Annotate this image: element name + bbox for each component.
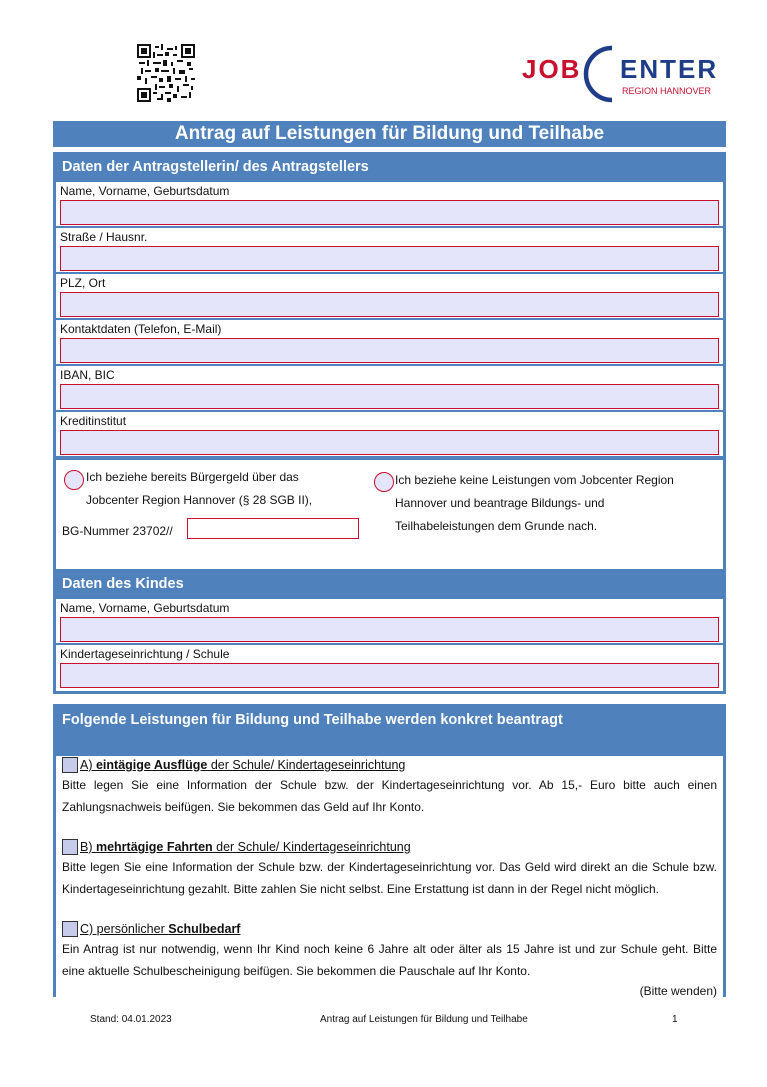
benefit-desc-a: Bitte legen Sie eine Information der Schule bzw. der Kindertageseinrichtung vor. Ab 15,- Euro bitte auch einen Zahlungsnachweis beifügen. Sie bekommen das Geld auf Ihr Konto. xyxy=(62,778,717,814)
qr-code xyxy=(137,44,195,102)
turn-page-note: (Bitte wenden) xyxy=(639,984,717,998)
radio-no-benefits[interactable] xyxy=(374,472,394,492)
checkbox-c[interactable] xyxy=(62,921,78,937)
bg-number-input[interactable] xyxy=(187,518,359,539)
benefit-status-options xyxy=(56,458,723,570)
benefits-heading: Folgende Leistungen für Bildung und Teilhabe werden konkret beantragt xyxy=(62,712,563,728)
applicant-city-input[interactable] xyxy=(60,292,719,317)
option2-line1: Ich beziehe keine Leistungen vom Jobcenter Region xyxy=(395,473,674,487)
field-label: Straße / Hausnr. xyxy=(60,230,148,244)
option1-line2: Jobcenter Region Hannover (§ 28 SGB II), xyxy=(86,493,313,507)
field-label: Name, Vorname, Geburtsdatum xyxy=(60,184,230,198)
child-school-input[interactable] xyxy=(60,663,719,688)
applicant-street-row xyxy=(56,228,723,274)
applicant-iban-row xyxy=(56,366,723,412)
child-section xyxy=(53,569,726,694)
checkbox-b[interactable] xyxy=(62,839,78,855)
field-label: Name, Vorname, Geburtsdatum xyxy=(60,601,230,615)
logo-text-left: JOB xyxy=(522,54,582,84)
radio-buergergeld[interactable] xyxy=(64,470,84,490)
option2-line2: Hannover und beantrage Bildungs- und xyxy=(395,496,605,510)
applicant-city-row xyxy=(56,274,723,320)
bg-number-label: BG-Nummer 23702// xyxy=(62,524,173,538)
child-name-input[interactable] xyxy=(60,617,719,642)
child-school-row xyxy=(56,645,723,691)
jobcenter-logo xyxy=(520,40,720,104)
field-label: IBAN, BIC xyxy=(60,368,115,382)
benefit-desc-b: Bitte legen Sie eine Information der Schule bzw. der Kindertageseinrichtung vor. Das Geld wird direkt an die Schule bzw. Kindertageseinrichtung gezahlt. Bitte zahlen Sie nicht selbst. Eine Erstattung ist dann in der Regel nicht möglich. xyxy=(62,860,717,896)
checkbox-a[interactable] xyxy=(62,757,78,773)
benefit-item-head: B) mehrtägige Fahrten der Schule/ Kindertageseinrichtung xyxy=(62,838,717,856)
benefit-item-head: C) persönlicher Schulbedarf xyxy=(62,920,717,938)
applicant-street-input[interactable] xyxy=(60,246,719,271)
logo-arc xyxy=(586,48,612,100)
applicant-name-row xyxy=(56,182,723,228)
applicant-bank-row xyxy=(56,412,723,458)
child-heading: Daten des Kindes xyxy=(62,576,184,592)
field-label: Kindertageseinrichtung / Schule xyxy=(60,647,230,661)
footer-date: Stand: 04.01.2023 xyxy=(90,1014,172,1025)
benefit-item-a xyxy=(56,756,723,818)
field-label: PLZ, Ort xyxy=(60,276,106,290)
logo-subtext: REGION HANNOVER xyxy=(622,86,712,96)
field-label: Kreditinstitut xyxy=(60,414,127,428)
applicant-heading: Daten der Antragstellerin/ des Antragstellers xyxy=(62,159,369,175)
benefit-item-b xyxy=(56,838,723,900)
applicant-bank-input[interactable] xyxy=(60,430,719,455)
logo-text-right: ENTER xyxy=(620,54,719,84)
child-name-row xyxy=(56,599,723,645)
applicant-contact-row xyxy=(56,320,723,366)
footer-page-number: 1 xyxy=(672,1014,678,1025)
applicant-contact-input[interactable] xyxy=(60,338,719,363)
page-title: Antrag auf Leistungen für Bildung und Teilhabe xyxy=(53,121,726,147)
applicant-iban-input[interactable] xyxy=(60,384,719,409)
option2-line3: Teilhabeleistungen dem Grunde nach. xyxy=(395,519,598,533)
applicant-section xyxy=(53,152,726,573)
benefit-desc-c: Ein Antrag ist nur notwendig, wenn Ihr Kind noch keine 6 Jahre alt oder älter als 15 Jahre ist und zur Schule geht. Bitte eine aktuelle Schulbescheinigung beifügen. Sie bekommen die Pauschale auf Ihr Konto. xyxy=(62,942,717,978)
benefit-item-head: A) eintägige Ausflüge der Schule/ Kindertageseinrichtung xyxy=(62,756,717,774)
benefit-item-c xyxy=(56,920,723,982)
benefits-section xyxy=(53,704,726,997)
field-label: Kontaktdaten (Telefon, E-Mail) xyxy=(60,322,222,336)
footer-title: Antrag auf Leistungen für Bildung und Teilhabe xyxy=(320,1014,528,1025)
option1-line1: Ich beziehe bereits Bürgergeld über das xyxy=(86,470,299,484)
applicant-name-input[interactable] xyxy=(60,200,719,225)
